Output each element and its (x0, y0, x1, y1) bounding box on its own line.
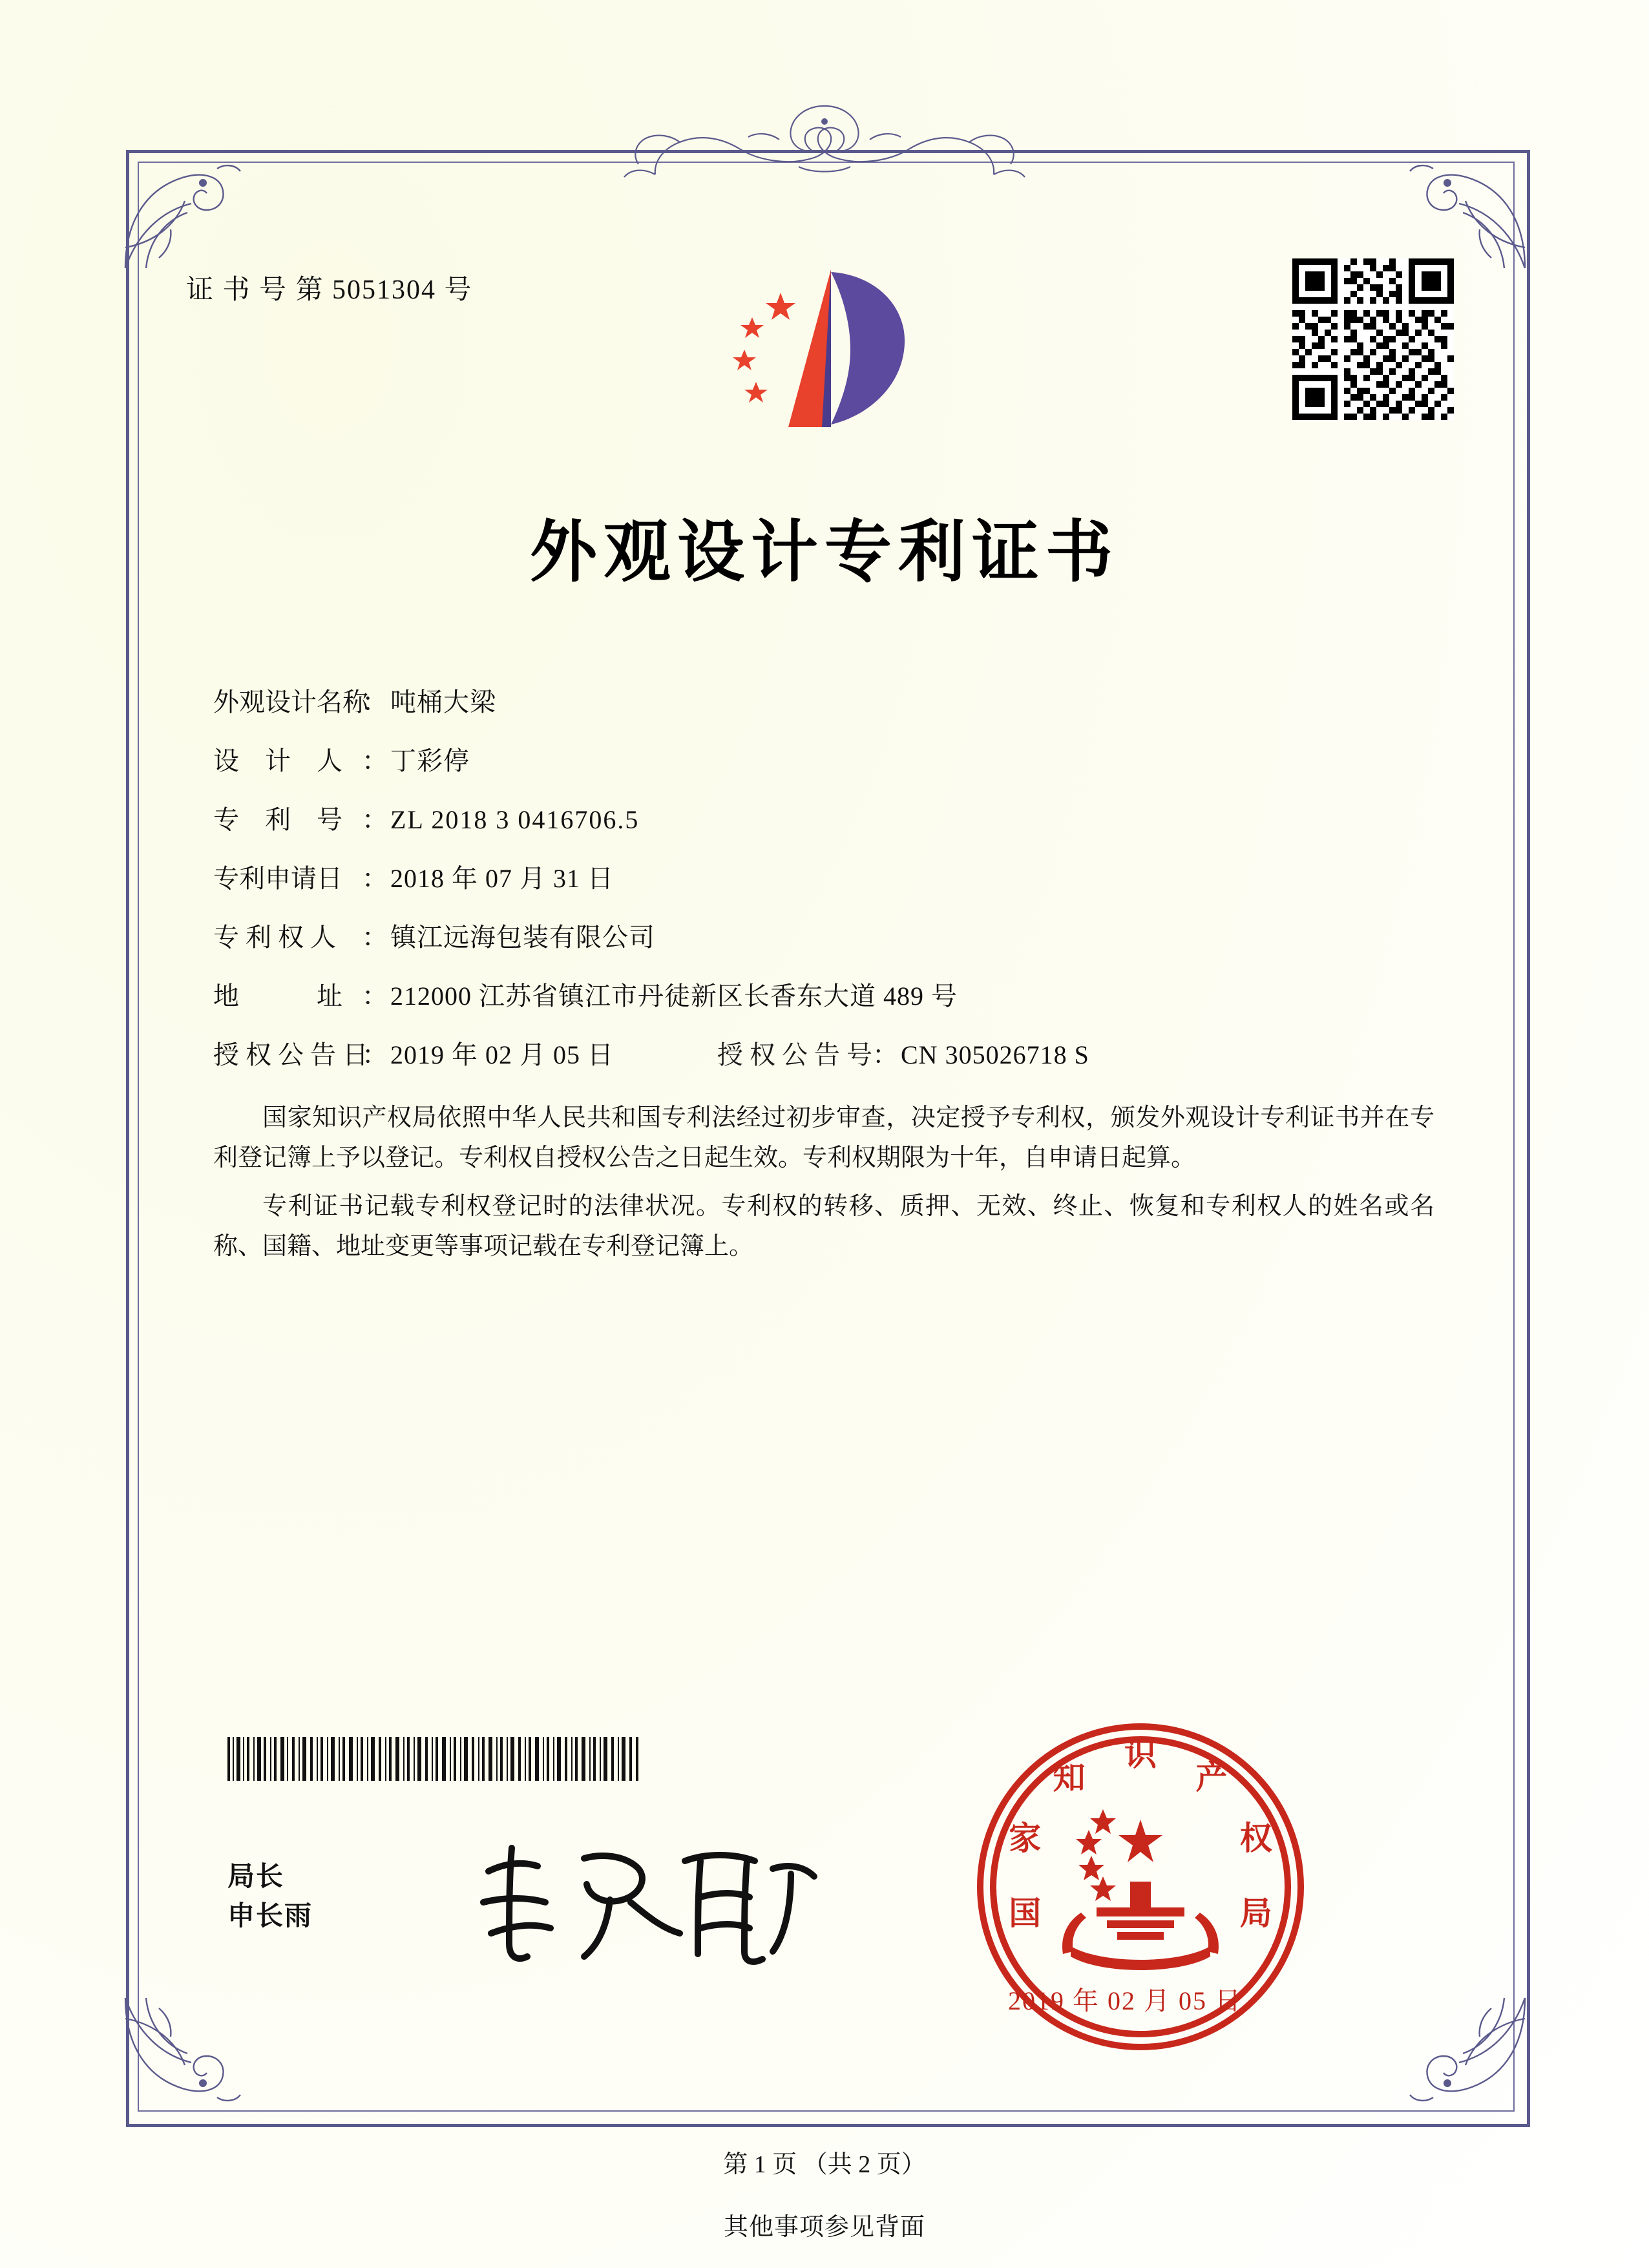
back-side-note: 其他事项参见背面 (723, 2214, 925, 2241)
svg-text:国: 国 (1009, 1894, 1042, 1933)
grant-date-value: 2019 年 02 月 05 日 (390, 1040, 614, 1069)
field-value: 丁彩停 (390, 746, 470, 775)
seal-date: 2019 年 02 月 05 日 (1008, 1986, 1242, 2015)
page-number: 第 1 页 （共 2 页） (723, 2151, 926, 2178)
field-colon: ： (362, 864, 388, 893)
svg-text:产: 产 (1195, 1758, 1228, 1796)
field-label: 专 利 号 (213, 805, 342, 834)
field-colon: ： (362, 982, 388, 1011)
field-designer (213, 745, 1441, 777)
director-name: 申长雨 (227, 1901, 313, 1931)
field-value: 212000 江苏省镇江市丹徒新区长香东大道 489 号 (390, 982, 958, 1011)
field-list (213, 686, 1441, 1098)
field-address (213, 980, 1441, 1013)
legal-paragraph-2: 专利证书记载专利权登记时的法律状况。专利权的转移、质押、无效、终止、恢复和专利权人的姓名或名称、国籍、地址变更等事项记载在专利登记簿上。 (213, 1193, 1434, 1260)
certificate-number: 证 书 号 第 5051304 号 (186, 275, 473, 305)
field-value: 镇江远海包装有限公司 (390, 923, 655, 952)
field-patent-number (213, 804, 1441, 836)
grant-number-value: CN 305026718 S (901, 1040, 1089, 1069)
director-block (227, 1858, 313, 1937)
svg-text:权: 权 (1239, 1818, 1272, 1857)
field-value: 吨桶大梁 (390, 688, 496, 717)
qr-code (1292, 258, 1454, 420)
svg-text:家: 家 (1009, 1818, 1042, 1857)
field-label: 地 址 (213, 982, 342, 1011)
barcode (227, 1737, 641, 1781)
page-title: 外观设计专利证书 (529, 512, 1119, 591)
field-label: 专 利 权 人 (213, 923, 336, 952)
svg-text:识: 识 (1124, 1735, 1157, 1773)
field-colon: ： (362, 746, 388, 775)
field-application-date (213, 863, 1441, 895)
cnipa-logo-icon (704, 255, 937, 449)
field-label: 设 计 人 (213, 746, 342, 775)
field-colon: ： (362, 923, 388, 952)
field-grant-announcement (213, 1039, 1441, 1071)
field-colon: ： (362, 805, 388, 834)
grant-date-label: 授 权 公 告 日 (213, 1040, 368, 1069)
field-design-name (213, 686, 1441, 719)
field-colon: ： (872, 1040, 898, 1069)
field-value: ZL 2018 3 0416706.5 (390, 805, 640, 834)
field-colon: ： (362, 688, 388, 717)
grant-number-label: 授 权 公 告 号 (717, 1040, 872, 1069)
svg-text:知: 知 (1053, 1758, 1086, 1796)
director-title: 局长 (227, 1862, 285, 1892)
legal-paragraph-1: 国家知识产权局依照中华人民共和国专利法经过初步审查，决定授予专利权，颁发外观设计专利证书并在专利登记簿上予以登记。专利权自授权公告之日起生效。专利权期限为十年，自申请日起算。 (213, 1104, 1434, 1171)
field-label: 外观设计名称 (213, 688, 368, 717)
top-ornament-icon (566, 97, 1083, 194)
svg-text:局: 局 (1239, 1894, 1272, 1933)
field-colon: ： (362, 1040, 388, 1069)
field-patentee (213, 921, 1441, 954)
legal-text (213, 1098, 1434, 1276)
field-label: 专利申请日 (213, 864, 342, 893)
handwritten-signature (465, 1835, 827, 1971)
field-value: 2018 年 07 月 31 日 (390, 864, 614, 893)
